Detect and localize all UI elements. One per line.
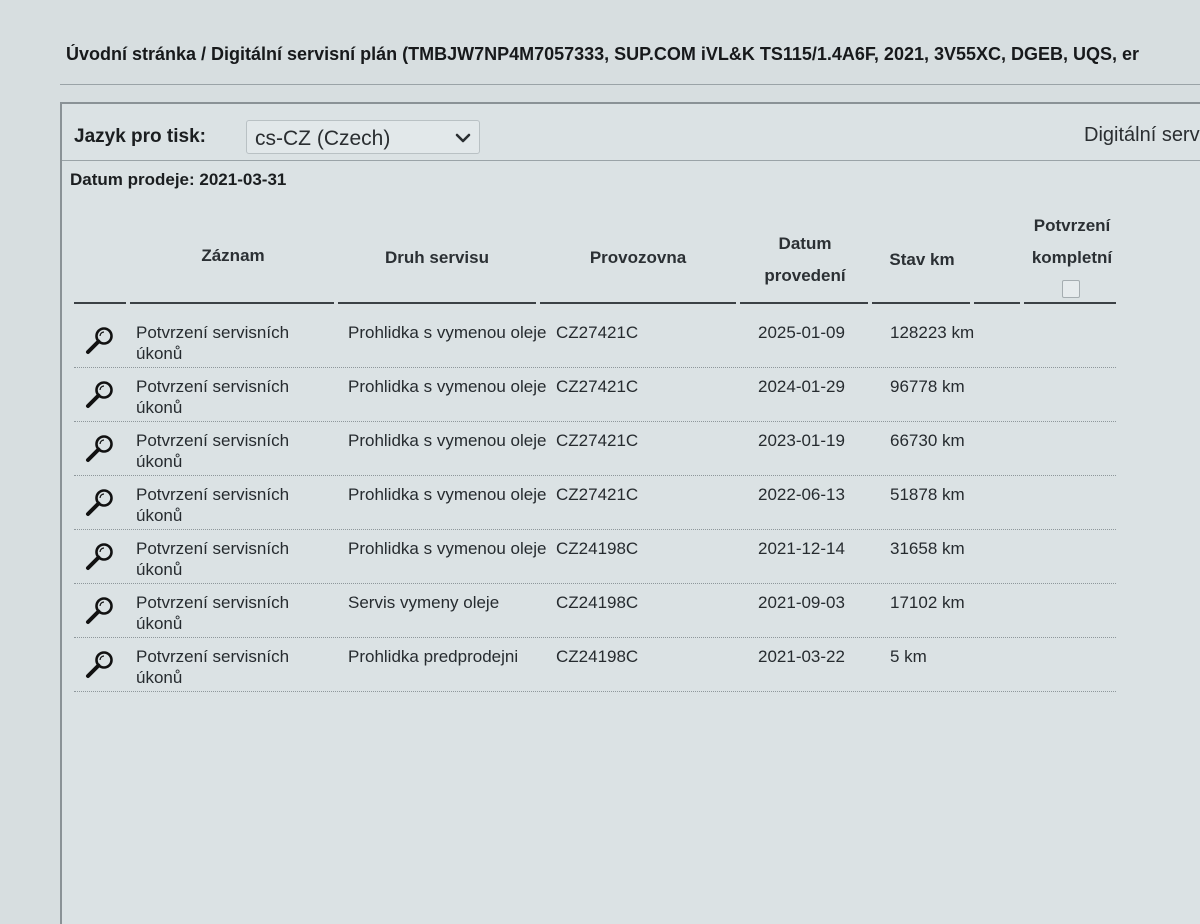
table-row: [74, 422, 1116, 476]
column-header-date: Datum provedení: [764, 234, 846, 285]
table-row: [74, 368, 1116, 422]
workshop-cell: CZ27421C: [556, 485, 639, 504]
magnifier-icon[interactable]: [82, 649, 118, 679]
date-cell: 2021-12-14: [758, 539, 845, 558]
print-toolbar: [62, 104, 1200, 161]
km-cell: 5 km: [890, 647, 927, 666]
date-cell: 2024-01-29: [758, 377, 845, 396]
table-row: [74, 314, 1116, 368]
km-cell: 66730 km: [890, 431, 965, 450]
header-divider: [974, 302, 1020, 304]
date-cell: 2023-01-19: [758, 431, 845, 450]
service-type-cell: Prohlidka s vymenou oleje: [348, 431, 547, 450]
km-cell: 96778 km: [890, 377, 965, 396]
service-type-cell: Prohlidka predprodejni: [348, 647, 519, 666]
magnifier-icon[interactable]: [82, 325, 118, 355]
magnifier-icon[interactable]: [82, 379, 118, 409]
record-cell: Potvrzení servisních úkonů: [136, 539, 290, 579]
column-header-km: Stav km: [889, 250, 955, 269]
column-header-confirm: Potvrzení kompletní: [1031, 216, 1113, 267]
record-cell: Potvrzení servisních úkonů: [136, 431, 290, 471]
column-header-record: Záznam: [201, 246, 265, 265]
service-type-cell: Prohlidka s vymenou oleje: [348, 323, 547, 342]
table-row: [74, 638, 1116, 692]
service-type-cell: Prohlidka s vymenou oleje: [348, 377, 547, 396]
digital-service-title: Digitální serv: [1084, 124, 1200, 146]
record-cell: Potvrzení servisních úkonů: [136, 377, 290, 417]
table-row: [74, 530, 1116, 584]
magnifier-icon[interactable]: [82, 595, 118, 625]
service-type-cell: Prohlidka s vymenou oleje: [348, 539, 547, 558]
header-divider: [872, 302, 970, 304]
table-row: [74, 584, 1116, 638]
record-cell: Potvrzení servisních úkonů: [136, 593, 290, 633]
service-type-cell: Servis vymeny oleje: [348, 593, 500, 612]
record-cell: Potvrzení servisních úkonů: [136, 485, 290, 525]
workshop-cell: CZ24198C: [556, 539, 639, 558]
km-cell: 31658 km: [890, 539, 965, 558]
magnifier-icon[interactable]: [82, 541, 118, 571]
service-type-cell: Prohlidka s vymenou oleje: [348, 485, 547, 504]
workshop-cell: CZ27421C: [556, 323, 639, 342]
breadcrumb-divider: [60, 84, 1200, 85]
km-cell: 17102 km: [890, 593, 965, 612]
record-cell: Potvrzení servisních úkonů: [136, 323, 290, 363]
breadcrumb[interactable]: Úvodní stránka / Digitální servisní plán (TMBJW7NP4M7057333, SUP.COM iVL&K TS115/1.4A6F, 2021, 3V55XC, DGEB, UQS, er: [66, 44, 1140, 64]
workshop-cell: CZ24198C: [556, 593, 639, 612]
print-language-value: cs-CZ (Czech): [255, 127, 391, 150]
service-plan-panel: [60, 102, 1200, 924]
magnifier-icon[interactable]: [82, 487, 118, 517]
date-cell: 2022-06-13: [758, 485, 845, 504]
print-language-label: Jazyk pro tisk:: [74, 126, 206, 147]
date-cell: 2025-01-09: [758, 323, 845, 342]
workshop-cell: CZ27421C: [556, 377, 639, 396]
workshop-cell: CZ27421C: [556, 431, 639, 450]
print-language-select[interactable]: [246, 120, 480, 154]
chevron-down-icon: [453, 128, 473, 148]
header-divider: [1024, 302, 1116, 304]
km-cell: 51878 km: [890, 485, 965, 504]
column-header-service-type: Druh servisu: [385, 248, 489, 267]
header-divider: [540, 302, 736, 304]
record-cell: Potvrzení servisních úkonů: [136, 647, 290, 687]
date-cell: 2021-09-03: [758, 593, 845, 612]
table-row: [74, 476, 1116, 530]
workshop-cell: CZ24198C: [556, 647, 639, 666]
column-header-workshop: Provozovna: [589, 248, 687, 267]
service-records-table: [74, 314, 1116, 692]
km-cell: 128223 km: [890, 323, 975, 342]
header-divider: [130, 302, 334, 304]
magnifier-icon[interactable]: [82, 433, 118, 463]
header-divider: [338, 302, 536, 304]
date-cell: 2021-03-22: [758, 647, 845, 666]
sale-date: Datum prodeje: 2021-03-31: [70, 170, 287, 189]
header-divider: [74, 302, 126, 304]
confirm-all-checkbox[interactable]: [1062, 280, 1080, 298]
header-divider: [740, 302, 868, 304]
